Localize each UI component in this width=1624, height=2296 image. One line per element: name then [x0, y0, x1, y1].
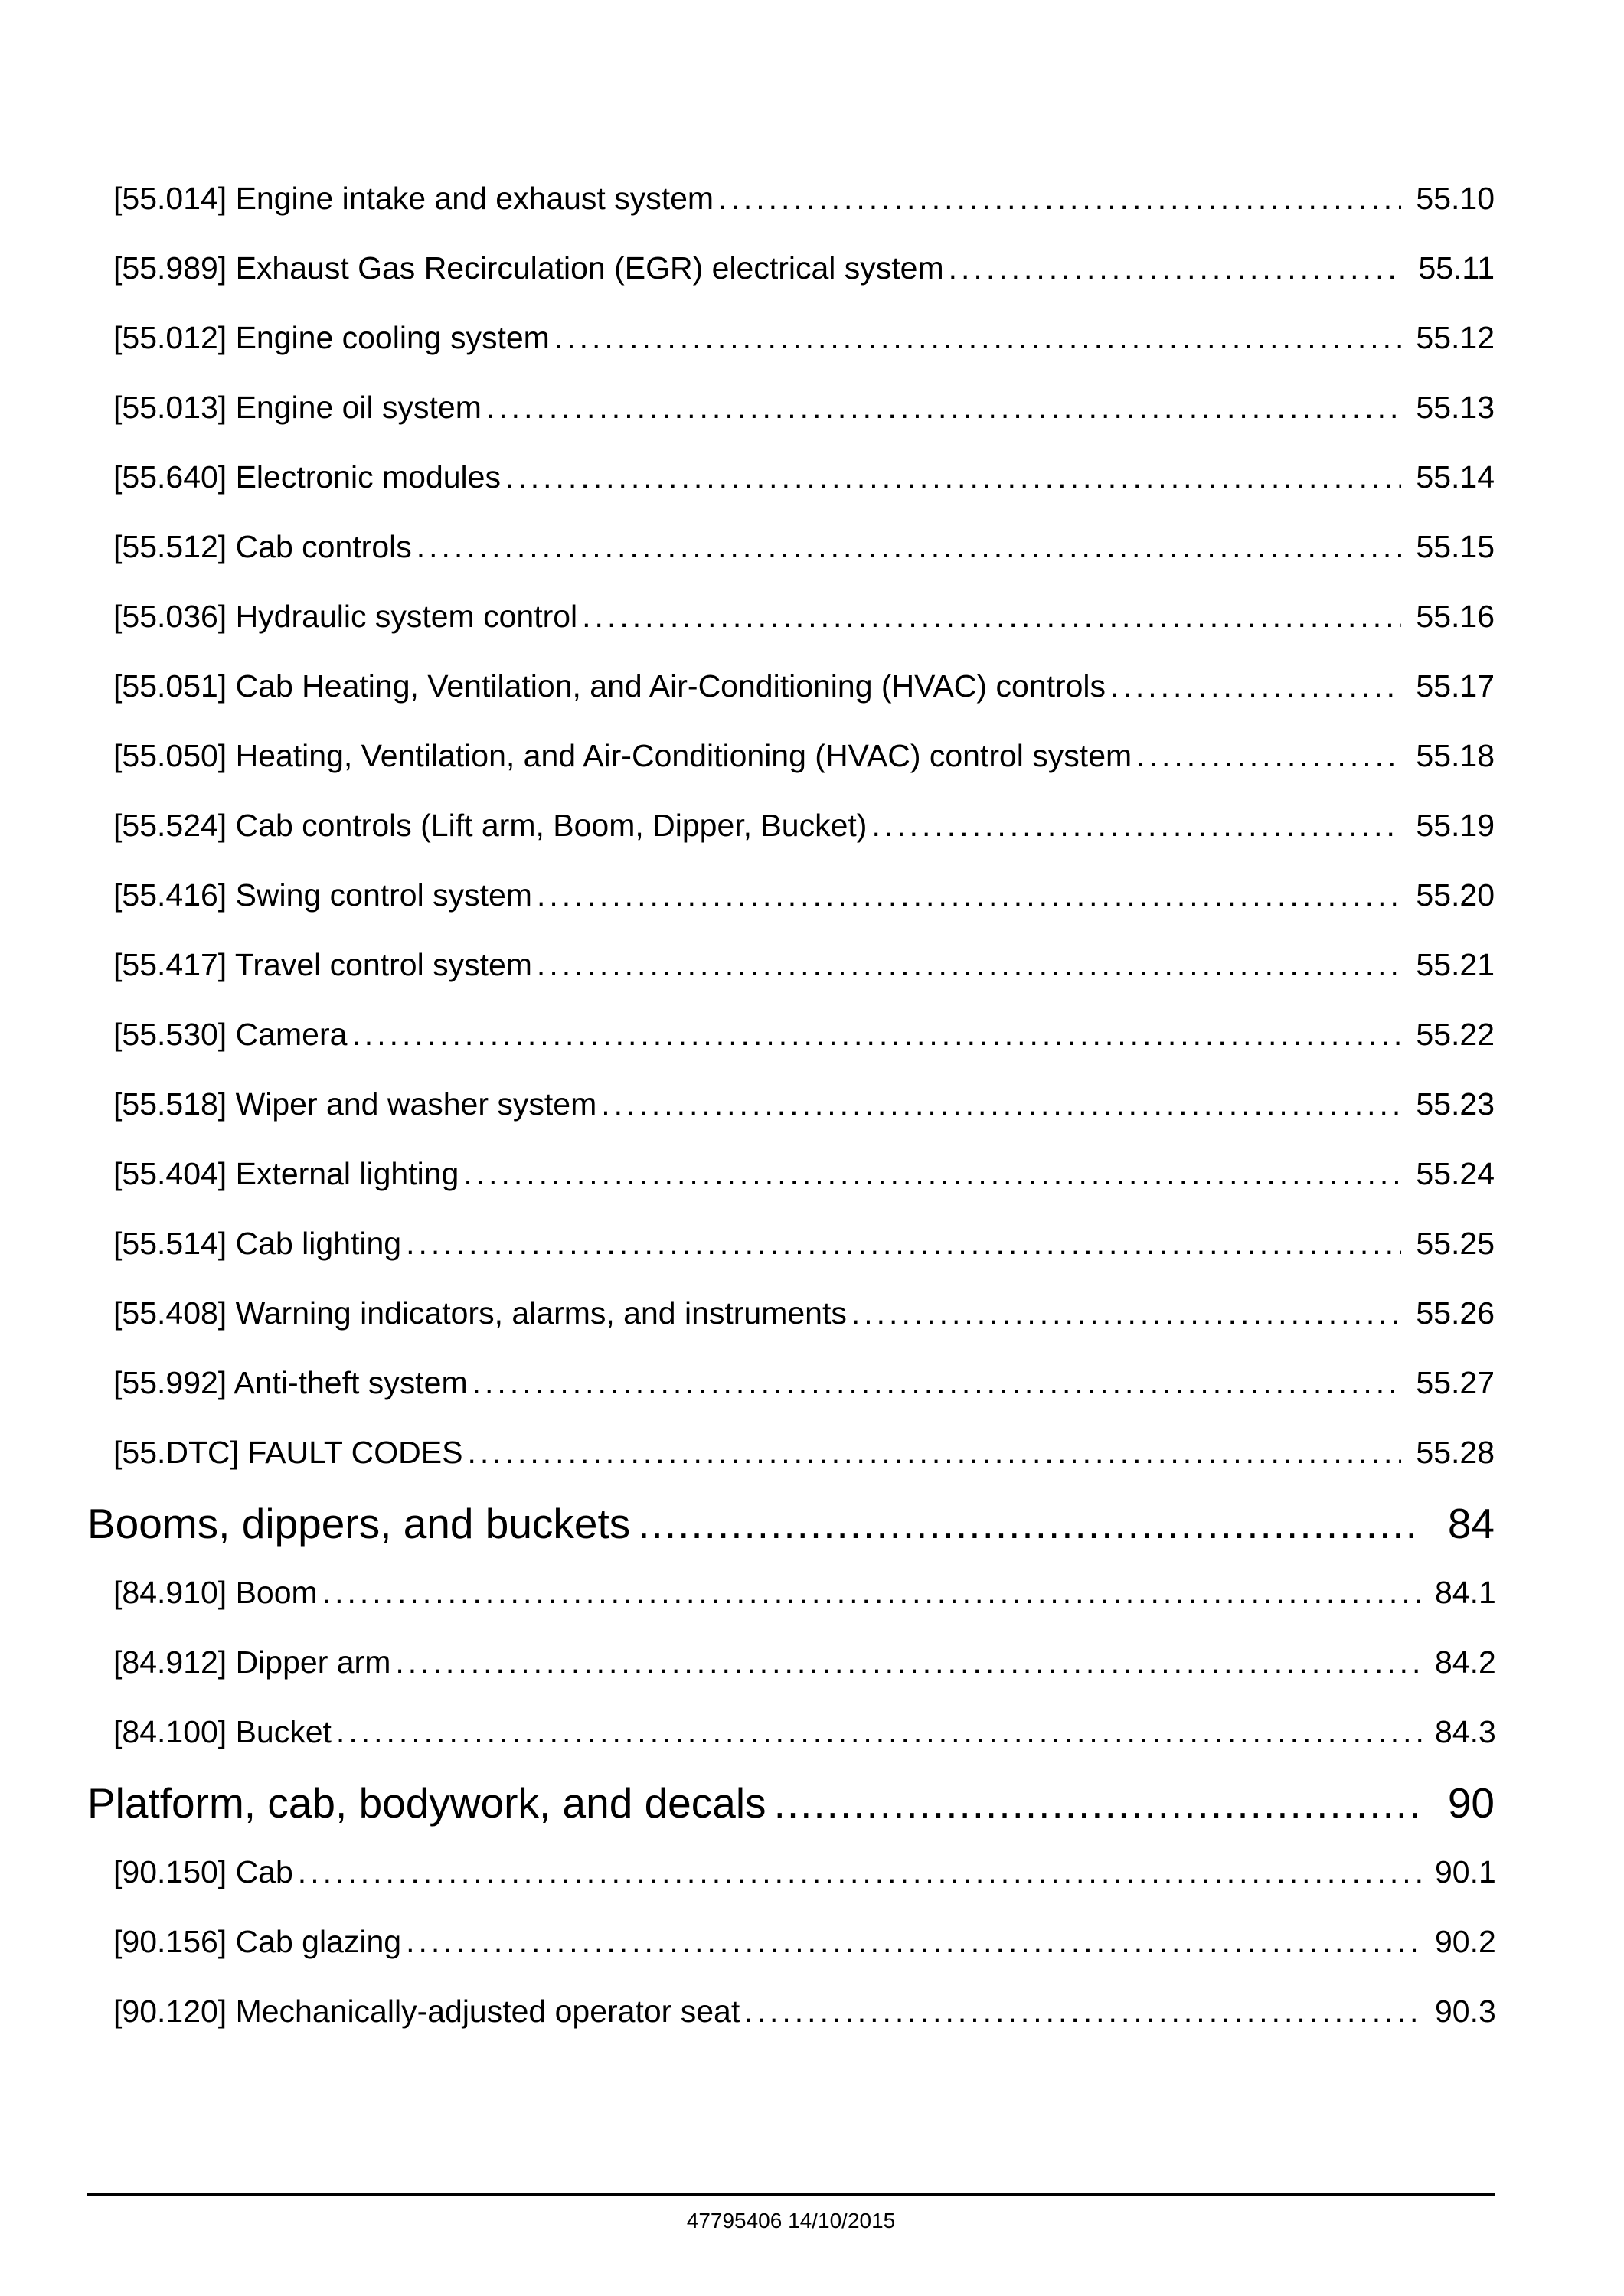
toc-entry-page: 55.19	[1416, 808, 1495, 843]
toc-entry-page: 55.27	[1416, 1365, 1495, 1400]
toc-entry[interactable]	[87, 803, 1495, 873]
toc-entry-label: [55.512] Cab controls	[113, 529, 412, 564]
toc-entry-label: [55.640] Electronic modules	[113, 459, 501, 495]
toc-entry[interactable]	[87, 594, 1495, 664]
toc-entry-page: 55.28	[1416, 1435, 1495, 1470]
toc-entry-label: [55.036] Hydraulic system control	[113, 599, 578, 634]
toc-entry[interactable]	[87, 1570, 1495, 1640]
toc-entry-page: 55.18	[1416, 738, 1495, 773]
dot-leader	[486, 385, 1401, 429]
toc-entry-label: [55.514] Cab lighting	[113, 1226, 402, 1261]
toc-chapter-heading[interactable]	[87, 1776, 1495, 1847]
toc-chapter-title: Booms, dippers, and buckets	[87, 1500, 631, 1547]
toc-entry-page: 55.24	[1416, 1156, 1495, 1191]
toc-entry-label: [90.156] Cab glazing	[113, 1924, 402, 1959]
dot-leader	[774, 1776, 1421, 1830]
toc-entry[interactable]	[87, 942, 1495, 1012]
dot-leader	[406, 1919, 1424, 1964]
dot-leader	[463, 1151, 1401, 1196]
toc-entry[interactable]	[87, 1360, 1495, 1430]
footer-document-id: 47795406 14/10/2015	[686, 2209, 896, 2232]
toc-entry[interactable]	[87, 1430, 1495, 1500]
toc-entry-label: [55.416] Swing control system	[113, 877, 532, 913]
toc-entry-page: 84.3	[1435, 1714, 1496, 1749]
dot-leader	[718, 176, 1401, 220]
toc-entry-label: [90.120] Mechanically-adjusted operator seat	[113, 1994, 740, 2029]
dot-leader	[322, 1570, 1424, 1615]
toc-entry-label: [84.910] Boom	[113, 1575, 318, 1610]
toc-entry-page: 84.1	[1435, 1575, 1496, 1610]
toc-entry[interactable]	[87, 1221, 1495, 1291]
toc-entry[interactable]	[87, 246, 1495, 315]
toc-entry-page: 55.20	[1416, 877, 1495, 913]
dot-leader	[298, 1850, 1424, 1894]
dot-leader	[505, 455, 1401, 499]
toc-entry-page: 55.13	[1416, 390, 1495, 425]
dot-leader	[554, 315, 1401, 360]
toc-entry[interactable]	[87, 1151, 1495, 1221]
dot-leader	[406, 1221, 1401, 1266]
toc-entry[interactable]	[87, 873, 1495, 942]
toc-entry-page: 90.3	[1435, 1994, 1496, 2029]
toc-entry[interactable]	[87, 1850, 1495, 1919]
toc-entry[interactable]	[87, 664, 1495, 733]
toc-entry[interactable]	[87, 1989, 1495, 2059]
toc-entry[interactable]	[87, 1919, 1495, 1989]
footer-divider	[87, 2193, 1495, 2196]
toc-entry-label: [55.051] Cab Heating, Ventilation, and Air-Conditioning (HVAC) controls	[113, 668, 1106, 704]
toc-entry-page: 55.15	[1416, 529, 1495, 564]
toc-entry-label: [84.912] Dipper arm	[113, 1644, 391, 1680]
dot-leader	[851, 1291, 1401, 1335]
toc-entry-label: [84.100] Bucket	[113, 1714, 332, 1749]
toc-entry-page: 55.25	[1416, 1226, 1495, 1261]
dot-leader	[537, 942, 1401, 987]
table-of-contents	[87, 176, 1495, 2059]
toc-entry-page: 84.2	[1435, 1644, 1496, 1680]
toc-entry-label: [55.012] Engine cooling system	[113, 320, 550, 355]
toc-entry[interactable]	[87, 1291, 1495, 1360]
toc-chapter-page: 90	[1447, 1779, 1495, 1827]
toc-entry-label: [55.417] Travel control system	[113, 947, 532, 982]
toc-entry[interactable]	[87, 1012, 1495, 1082]
dot-leader	[601, 1082, 1401, 1126]
toc-entry-label: [55.013] Engine oil system	[113, 390, 482, 425]
dot-leader	[871, 803, 1401, 848]
toc-entry-label: [90.150] Cab	[113, 1854, 293, 1889]
toc-entry-page: 55.26	[1416, 1295, 1495, 1331]
toc-entry-page: 55.12	[1416, 320, 1495, 355]
toc-entry-label: [55.408] Warning indicators, alarms, and instruments	[113, 1295, 847, 1331]
dot-leader	[417, 524, 1401, 569]
toc-chapter-page: 84	[1447, 1500, 1495, 1547]
toc-entry-label: [55.050] Heating, Ventilation, and Air-Conditioning (HVAC) control system	[113, 738, 1132, 773]
dot-leader	[744, 1989, 1424, 2033]
dot-leader	[472, 1360, 1401, 1405]
dot-leader	[336, 1710, 1424, 1754]
toc-entry-page: 55.17	[1416, 668, 1495, 704]
toc-entry-page: 55.11	[1418, 250, 1495, 286]
dot-leader	[537, 873, 1401, 917]
toc-entry-label: [55.530] Camera	[113, 1017, 348, 1052]
toc-entry-label: [55.518] Wiper and washer system	[113, 1086, 597, 1122]
dot-leader	[582, 594, 1401, 639]
toc-entry-label: [55.992] Anti-theft system	[113, 1365, 468, 1400]
toc-entry[interactable]	[87, 1640, 1495, 1710]
toc-entry-label: [55.DTC] FAULT CODES	[113, 1435, 463, 1470]
dot-leader	[467, 1430, 1401, 1475]
toc-entry-label: [55.989] Exhaust Gas Recirculation (EGR) electrical system	[113, 250, 944, 286]
dot-leader	[395, 1640, 1424, 1684]
toc-entry-page: 55.16	[1416, 599, 1495, 634]
toc-entry-page: 90.2	[1435, 1924, 1496, 1959]
toc-entry[interactable]	[87, 1710, 1495, 1779]
dot-leader	[1136, 733, 1401, 778]
toc-entry-label: [55.014] Engine intake and exhaust system	[113, 181, 714, 216]
toc-entry[interactable]	[87, 455, 1495, 524]
dot-leader	[949, 246, 1401, 290]
toc-entry[interactable]	[87, 176, 1495, 246]
toc-entry-page: 90.1	[1435, 1854, 1496, 1889]
dot-leader	[351, 1012, 1401, 1057]
toc-entry[interactable]	[87, 1082, 1495, 1151]
toc-entry-page: 55.14	[1416, 459, 1495, 495]
dot-leader	[1110, 664, 1401, 708]
toc-entry-label: [55.524] Cab controls (Lift arm, Boom, Dipper, Bucket)	[113, 808, 868, 843]
toc-entry[interactable]	[87, 315, 1495, 385]
toc-entry[interactable]	[87, 733, 1495, 803]
toc-chapter-title: Platform, cab, bodywork, and decals	[87, 1779, 766, 1827]
toc-entry-page: 55.22	[1416, 1017, 1495, 1052]
toc-entry-page: 55.21	[1416, 947, 1495, 982]
dot-leader	[638, 1497, 1421, 1550]
toc-entry-page: 55.10	[1416, 181, 1495, 216]
toc-entry-page: 55.23	[1416, 1086, 1495, 1122]
toc-entry-label: [55.404] External lighting	[113, 1156, 459, 1191]
toc-entry[interactable]	[87, 385, 1495, 455]
toc-entry[interactable]	[87, 524, 1495, 594]
toc-chapter-heading[interactable]	[87, 1497, 1495, 1567]
